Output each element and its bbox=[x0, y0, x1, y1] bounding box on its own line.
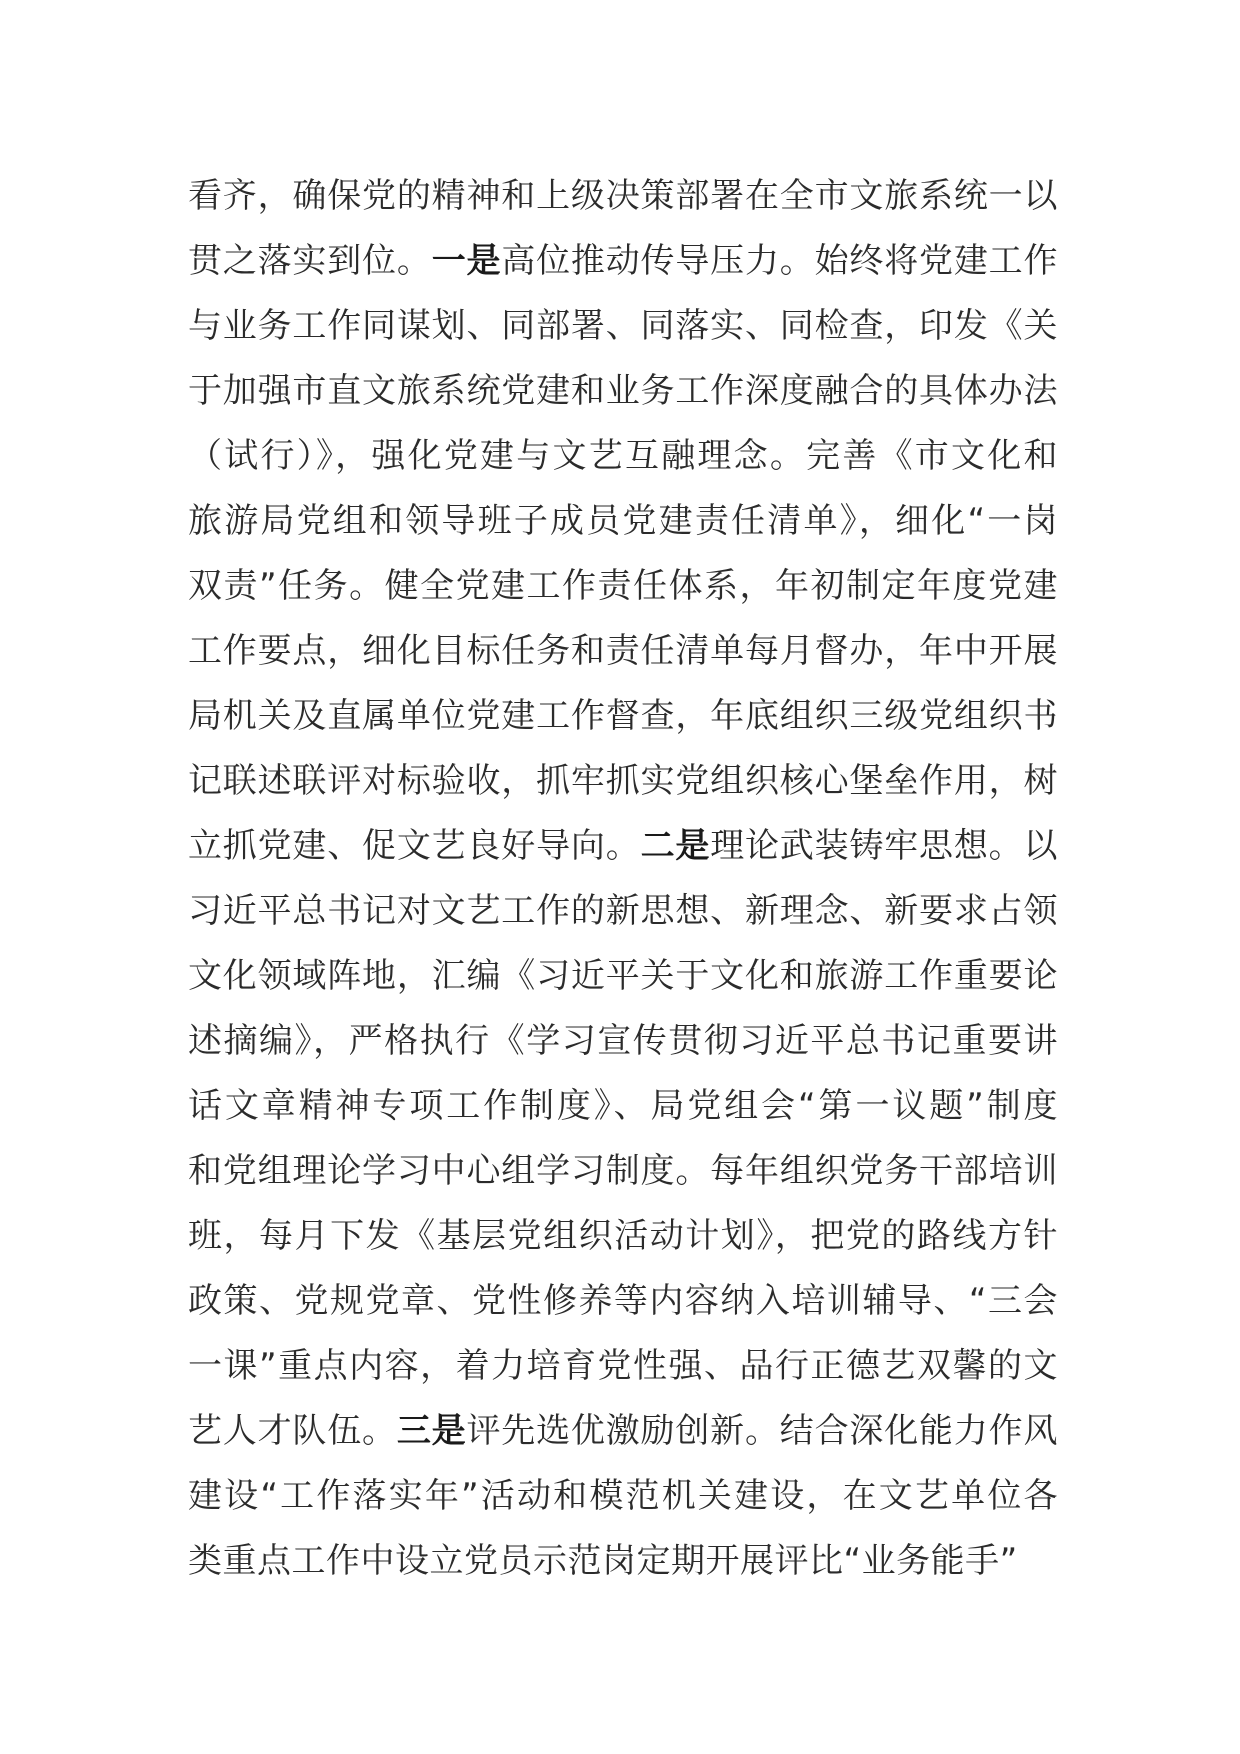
text-line bbox=[188, 1074, 1058, 1139]
bold-ordinal: 三是 bbox=[396, 1411, 467, 1451]
text-line bbox=[188, 424, 1058, 489]
text-run: 与业务工作同谋划、同部署、同落实、同检查，印发《关 bbox=[188, 306, 1058, 346]
text-run: 话文章精神专项工作制度》、局党组会“第一议题”制度 bbox=[188, 1086, 1058, 1126]
text-run: 艺人才队伍。 bbox=[188, 1411, 397, 1451]
text-run: 看齐，确保党的精神和上级决策部署在全市文旅系统一以 bbox=[188, 176, 1058, 216]
text-run: 理论武装铸牢思想。以 bbox=[710, 826, 1058, 866]
text-run: 双责”任务。健全党建工作责任体系，年初制定年度党建 bbox=[188, 566, 1058, 606]
text-run: 习近平总书记对文艺工作的新思想、新理念、新要求占领 bbox=[188, 891, 1058, 931]
text-line bbox=[188, 229, 1058, 294]
text-line bbox=[188, 1269, 1058, 1334]
text-line bbox=[188, 359, 1058, 424]
text-run: （试行）》，强化党建与文艺互融理念。完善《市文化和 bbox=[188, 436, 1058, 476]
text-line bbox=[188, 814, 1058, 879]
text-run: 班，每月下发《基层党组织活动计划》，把党的路线方针 bbox=[188, 1216, 1058, 1256]
body-text bbox=[188, 164, 1058, 1594]
text-line bbox=[188, 944, 1058, 1009]
text-run: 文化领域阵地，汇编《习近平关于文化和旅游工作重要论 bbox=[188, 956, 1058, 996]
text-run: 高位推动传导压力。始终将党建工作 bbox=[501, 241, 1058, 281]
text-line bbox=[188, 1009, 1058, 1074]
text-line bbox=[188, 164, 1058, 229]
text-line bbox=[188, 1399, 1058, 1464]
text-line bbox=[188, 1464, 1058, 1529]
text-run: 记联述联评对标验收，抓牢抓实党组织核心堡垒作用，树 bbox=[188, 761, 1058, 801]
text-run: 一课”重点内容，着力培育党性强、品行正德艺双馨的文 bbox=[188, 1346, 1058, 1386]
text-line bbox=[188, 489, 1058, 554]
bold-ordinal: 二是 bbox=[640, 826, 711, 866]
text-line bbox=[188, 684, 1058, 749]
text-line bbox=[188, 1334, 1058, 1399]
bold-ordinal: 一是 bbox=[431, 241, 502, 281]
text-run: 政策、党规党章、党性修养等内容纳入培训辅导、“三会 bbox=[188, 1281, 1058, 1321]
text-line bbox=[188, 1529, 1058, 1594]
text-run: 工作要点，细化目标任务和责任清单每月督办，年中开展 bbox=[188, 631, 1058, 671]
text-run: 和党组理论学习中心组学习制度。每年组织党务干部培训 bbox=[188, 1151, 1058, 1191]
text-run: 建设“工作落实年”活动和模范机关建设，在文艺单位各 bbox=[188, 1476, 1058, 1516]
text-line bbox=[188, 749, 1058, 814]
text-line bbox=[188, 1204, 1058, 1269]
text-run: 局机关及直属单位党建工作督查，年底组织三级党组织书 bbox=[188, 696, 1058, 736]
text-run: 评先选优激励创新。结合深化能力作风 bbox=[466, 1411, 1058, 1451]
text-line bbox=[188, 554, 1058, 619]
text-line bbox=[188, 619, 1058, 684]
text-run: 贯之落实到位。 bbox=[188, 241, 432, 281]
text-run: 于加强市直文旅系统党建和业务工作深度融合的具体办法 bbox=[188, 371, 1058, 411]
text-run: 述摘编》，严格执行《学习宣传贯彻习近平总书记重要讲 bbox=[188, 1021, 1058, 1061]
text-line bbox=[188, 1139, 1058, 1204]
text-run: 类重点工作中设立党员示范岗定期开展评比“业务能手” bbox=[188, 1541, 1018, 1581]
text-line bbox=[188, 294, 1058, 359]
text-run: 立抓党建、促文艺良好导向。 bbox=[188, 826, 641, 866]
text-run: 旅游局党组和领导班子成员党建责任清单》，细化“一岗 bbox=[188, 501, 1058, 541]
text-line bbox=[188, 879, 1058, 944]
